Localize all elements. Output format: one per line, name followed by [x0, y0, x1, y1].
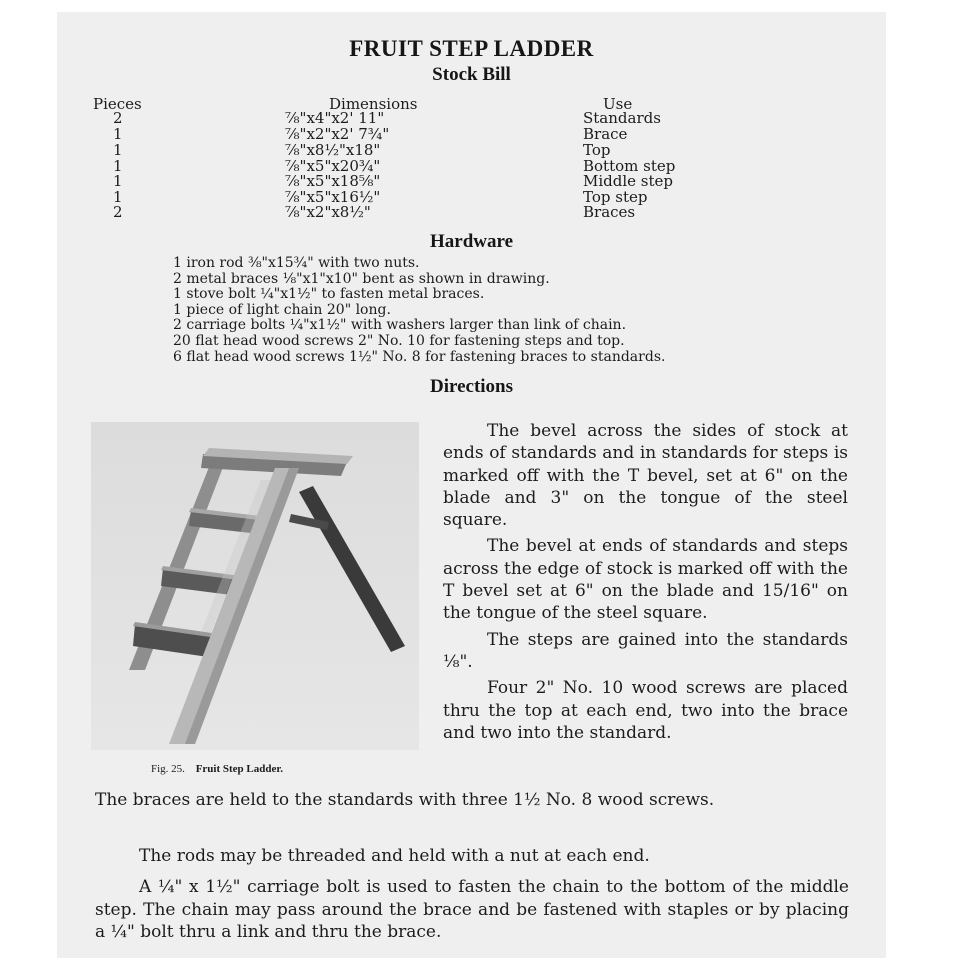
hardware-item: 2 metal braces ⅛"x1"x10" bent as shown in drawing. [173, 270, 550, 287]
page-title: FRUIT STEP LADDER [349, 36, 594, 61]
directions-paragraph: The bevel across the sides of stock at ends of standards and in standards for steps is marked off with the T bevel, set at 6" on the blade and 3" on the tongue of the steel square. [443, 421, 848, 531]
hardware-item: 1 iron rod ⅜"x15¾" with two nuts. [173, 255, 420, 271]
figure-label: Fig. 25. [151, 763, 185, 775]
directions-heading: Directions [429, 376, 514, 397]
stock-row-pieces: 1 [113, 172, 123, 190]
stock-row-dimensions: ⅞"x5"x16½" [285, 188, 381, 206]
hardware-item: 6 flat head wood screws 1½" No. 8 for fastening braces to standards. [173, 348, 666, 365]
column-header-dimensions: Dimensions [329, 95, 418, 113]
hardware-heading: Hardware [429, 231, 514, 252]
hardware-item: 1 stove bolt ¼"x1½" to fasten metal braces. [173, 286, 485, 303]
directions-paragraph: A ¼" x 1½" carriage bolt is used to fasten the chain to the bottom of the middle step. The chain may pass around the brace and be fastened with staples or by placing a ¼" bolt thru a link and thru the brace. [95, 877, 849, 942]
directions-paragraph: The rods may be threaded and held with a nut at each end. [139, 846, 650, 866]
stock-row-use: Top [583, 141, 611, 159]
ladder-photo [91, 422, 419, 750]
stock-row-dimensions: ⅞"x2"x2' 7¾" [285, 125, 390, 143]
figure-caption [151, 763, 283, 775]
stock-row-pieces: 2 [113, 203, 123, 221]
stock-row-use: Standards [583, 109, 661, 127]
directions-paragraph: The steps are gained into the standards ⅛". [443, 629, 848, 672]
hardware-item: 1 piece of light chain 20" long. [173, 301, 391, 318]
stock-row-dimensions: ⅞"x8½"x18" [285, 141, 381, 159]
stock-bill-heading: Stock Bill [432, 64, 511, 85]
directions-paragraph: Four 2" No. 10 wood screws are placed thru the top at each end, two into the brace and two into the standard. [443, 678, 848, 743]
stock-row-dimensions: ⅞"x4"x2' 11" [285, 109, 385, 127]
directions-paragraph: The braces are held to the standards with three 1½ No. 8 wood screws. [95, 790, 715, 810]
stock-row-dimensions: ⅞"x5"x18⅝" [285, 172, 381, 190]
stock-row-pieces: 1 [113, 125, 123, 143]
directions-paragraph: The bevel at ends of standards and steps across the edge of stock is marked off with the T bevel set at 6" on the blade and 15/16" on the tongue of the steel square. [443, 536, 848, 624]
stock-row-pieces: 1 [113, 188, 123, 206]
hardware-item: 2 carriage bolts ¼"x1½" with washers larger than link of chain. [173, 317, 627, 334]
stock-row-pieces: 1 [113, 157, 123, 175]
stock-row-dimensions: ⅞"x5"x20¾" [285, 157, 381, 175]
stock-row-pieces: 2 [113, 109, 123, 127]
column-header-use: Use [603, 95, 633, 113]
stock-row-pieces: 1 [113, 141, 123, 159]
column-header-pieces: Pieces [93, 95, 142, 113]
stock-row-use: Bottom step [583, 157, 676, 175]
stock-row-use: Middle step [583, 172, 674, 190]
directions-column [443, 420, 848, 748]
hardware-item: 20 flat head wood screws 2" No. 10 for fastening steps and top. [173, 332, 625, 349]
stock-row-use: Top step [583, 188, 648, 206]
hardware-list [173, 256, 665, 365]
stock-row-use: Brace [583, 125, 628, 143]
stock-row-dimensions: ⅞"x2"x8½" [285, 203, 371, 221]
stock-row-use: Braces [583, 203, 636, 221]
document-page [57, 12, 886, 958]
figure-title: Fruit Step Ladder. [195, 763, 283, 775]
